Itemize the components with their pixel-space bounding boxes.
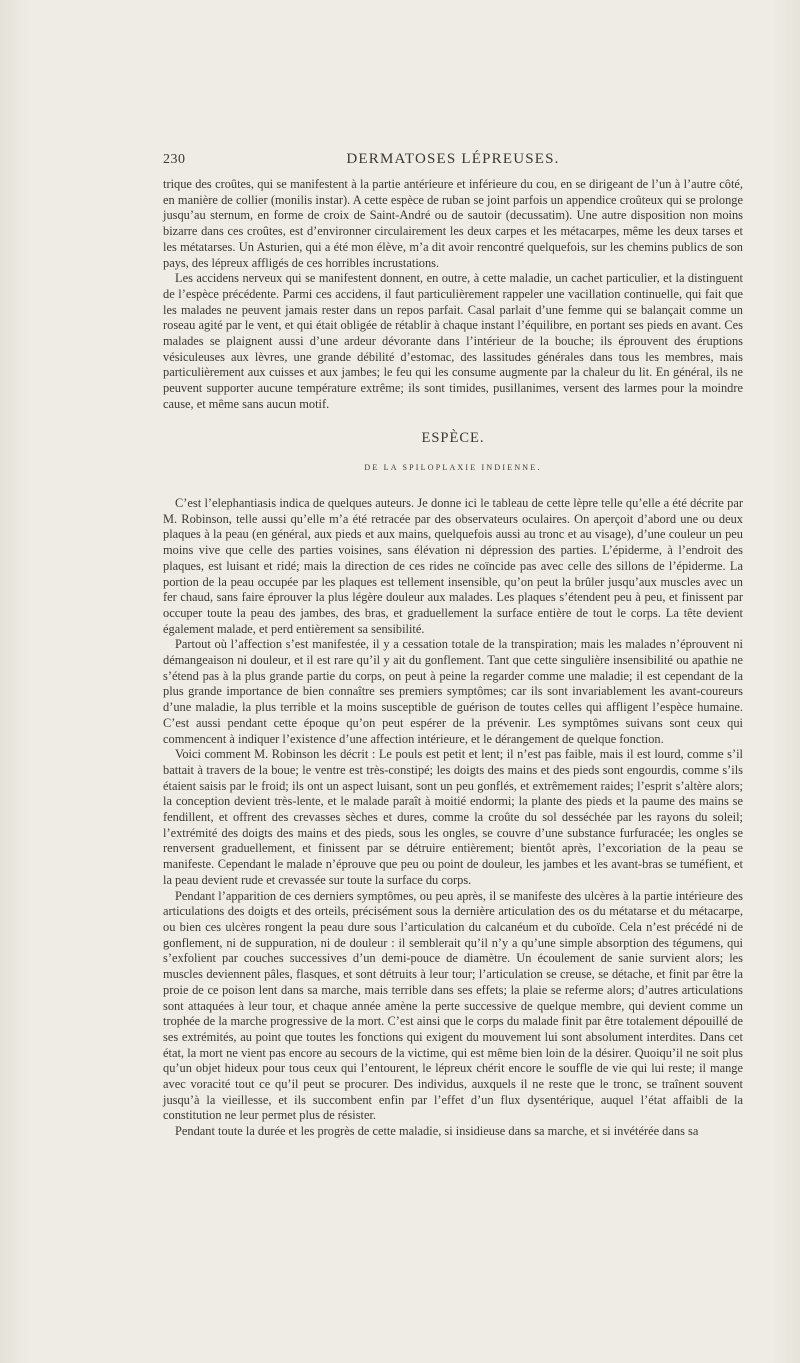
running-title: DERMATOSES LÉPREUSES. xyxy=(346,151,560,167)
paragraph: C’est l’elephantiasis indica de quelques auteurs. Je donne ici le tableau de cette lèpre telle qu’elle a été décrite par M. Robinson, telle aussi qu’elle m’a été retracée par des observateurs oculaires. On aperçoit d’abord une ou deux plaques à la peau (en général, aux pieds et aux mains, quelquefois aussi au tronc et au visage), d’une couleur un peu moins vive que celle des parties voisines, sans élévation ni dépression des parties. L’épiderme, à l’endroit des plaques, est luisant et ridé; mais la direction de ces rides ne coïncide pas avec celle des sillons de l’épiderme. La portion de la peau occupée par les plaques est tellement insensible, qu’on peut la brûler jusqu’aux muscles avec un fer chaud, sans faire éprouver la plus légère douleur aux malades. Les plaques s’étendent peu à peu, et finissent par occuper toute la peau des jambes, des bras, et graduellement la surface entière de tout le corps. La tête devient également malade, et perd entièrement sa sensibilité. xyxy=(163,496,743,636)
paragraph: Pendant toute la durée et les progrès de cette maladie, si insidieuse dans sa marche, et si invétérée dans sa xyxy=(175,1124,699,1139)
paragraph: Les accidens nerveux qui se manifestent donnent, en outre, à cette maladie, un cachet particulier, et la distinguent de l’espèce précédente. Parmi ces accidens, il faut particulièrement rappeler une vacillation continuelle, qui fait que les malades ne peuvent jamais rester dans un repos parfait. Casal parlait d’une femme qui se balançait comme un roseau agité par le vent, et qui était obligée de rétablir à chaque instant l’équilibre, en portant ses pieds en avant. Ces malades se plaignent aussi d’une ardeur dévorante dans l’intérieur de la bouche; ils éprouvent des éruptions vésiculeuses aux lèvres, une grande débilité d’estomac, des lassitudes générales dans tous les membres, mais particulièrement aux cuisses et aux jambes; le feu qui les consume augmente par la chaleur du lit. En général, ils ne peuvent supporter aucune température extrême; ils sont timides, pusillanimes, versent des larmes pour la moindre cause, et même sans aucun motif. xyxy=(163,271,743,411)
body-text-main xyxy=(163,496,743,1140)
page-header xyxy=(163,152,743,172)
section-title: ESPÈCE. xyxy=(421,430,485,446)
body-text-top xyxy=(163,177,743,413)
paragraph: Partout où l’affection s’est manifestée, il y a cessation totale de la transpiration; mais les malades n’éprouvent ni démangeaison ni douleur, et il est rare qu’il y ait du gonflement. Tant que cette singulière insensibilité ou apathie ne s’étend pas à la plus grande partie du corps, on peut à peine la regarder comme une maladie; il est cependant de la plus grande importance de bien connaître ses premiers symptômes; car ils sont invariablement les avant-coureurs d’une maladie, la plus terrible et la moins susceptible de guérison de toutes celles qui affligent l’espèce humaine. C’est aussi pendant cette époque qu’on peut espérer de la prévenir. Les symptômes suivans sont ceux qui commencent à indiquer l’existence d’une affection intérieure, et le dérangement de quelque fonction. xyxy=(163,637,743,746)
section-subtitle: DE LA SPILOPLAXIE INDIENNE. xyxy=(364,463,542,472)
paragraph: Voici comment M. Robinson les décrit : Le pouls est petit et lent; il n’est pas faible, mais il est lourd, comme s’il battait à travers de la boue; le ventre est très-constipé; les doigts des mains et des pieds sont engourdis, comme s’ils étaient saisis par le froid; ils ont un aspect luisant, sont un peu gonflés, et extrêmement raides; l’esprit s’altère alors; la conception devient très-lente, et le malade paraît à moitié endormi; la plante des pieds et la paume des mains se fendillent, et offrent des crevasses sèches et dures, comme la croûte du sol desséchée par les rayons du soleil; l’extrémité des doigts des mains et des pieds, sous les ongles, se couvre d’une substance furfuracée; les ongles se renversent graduellement, et finissent par se détruire entièrement; bientôt après, l’excoriation de la peau se manifeste. Cependant le malade n’éprouve que peu ou point de douleur, les jambes et les avant-bras se tuméfient, et la peau devient rude et crevassée sur toute la surface du corps. xyxy=(163,747,743,887)
page-number: 230 xyxy=(163,152,186,167)
paragraph: trique des croûtes, qui se manifestent à la partie antérieure et inférieure du cou, en se dirigeant de l’un à l’autre côté, en manière de collier (monilis instar). A cette espèce de ruban se joint parfois un appendice croûteux qui se prolonge jusqu’au sternum, en forme de croix de Saint-André ou de sautoir (decussatim). Une autre disposition non moins bizarre dans ces croûtes, est d’environner circulairement les deux carpes et les métacarpes, même les deux tarses et les métatarses. Un Asturien, qui a été mon élève, m’a dit avoir rencontré quelquefois, sur les chemins publics de son pays, des lépreux affligés de ces horribles incrustations. xyxy=(163,177,743,270)
paragraph: Pendant l’apparition de ces derniers symptômes, ou peu après, il se manifeste des ulcères à la partie intérieure des articulations des doigts et des orteils, précisément sous la dernière articulation des os du métatarse et du métacarpe, ou bien ces ulcères rongent la peau dure sous l’articulation du calcanéum et du cuboïde. Cela n’est précédé ni de gonflement, ni de suppuration, ni de douleur : il semblerait qu’il n’y a qu’une simple absorption des tégumens, qui s’exfolient par couches successives d’un demi-pouce de diamètre. Un écoulement de sanie survient alors; les muscles deviennent pâles, flasques, et sont détruits à leur tour; l’articulation se creuse, se détache, et finit par être la proie de ce poison lent dans sa marche, mais terrible dans ses effets; la plaie se referme alors; d’autres articulations sont attaquées à leur tour, et chaque année amène la perte successive de quelque membre, qui devient comme un trophée de la marche progressive de la mort. C’est ainsi que le corps du malade finit par être totalement dépouillé de ses extrémités, au point que toutes les fonctions qui exigent du mouvement lui sont absolument interdites. Dans cet état, la mort ne vient pas encore au secours de la victime, qui est même bien loin de la désirer. Quoiqu’il ne soit plus qu’un objet hideux pour tous ceux qui l’entourent, le lépreux chérit encore le souffle de vie qui lui reste; il mange avec voracité tout ce qu’il peut se procurer. Des individus, auxquels il ne reste que le tronc, se traînent souvent jusqu’à la vieillesse, et ils succombent enfin par l’effet d’un flux dysentérique, auquel l’état affaibli de la constitution ne leur permet plus de résister. xyxy=(163,888,743,1123)
